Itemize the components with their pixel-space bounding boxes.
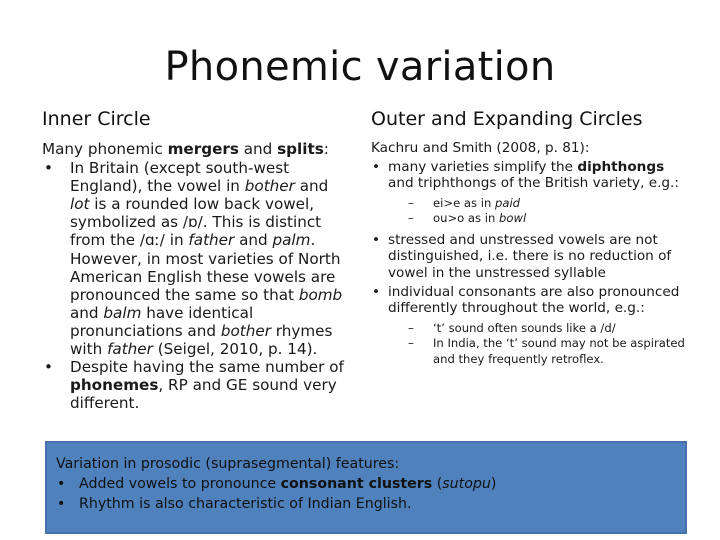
text-run: Despite having the same number of <box>70 358 344 377</box>
text-run: In Britain (except south-west England), the vowel in <box>70 159 290 196</box>
term-diphthongs: diphthongs <box>577 158 665 175</box>
text-run: stressed and unstressed vowels are not distinguished, i.e. there is no reduction of vowel in the unstressed syllable <box>388 231 672 281</box>
word-father: father <box>107 340 153 359</box>
right-bullet-consonants <box>371 284 691 317</box>
text-run: and <box>70 303 104 322</box>
word-bowl: bowl <box>499 210 527 225</box>
text-run: ou>o as in <box>433 210 500 225</box>
word-paid: paid <box>494 195 521 210</box>
word-father: father <box>188 231 235 250</box>
text-run: Added vowels to pronounce <box>79 476 281 492</box>
box-bullet-vowels <box>56 474 676 494</box>
word-balm: balm <box>103 303 142 322</box>
text-run: . However, in most varieties of North American English these vowels are pronounced the same so that <box>70 231 341 304</box>
bullet-marker: • <box>57 476 66 492</box>
bullet-marker: • <box>372 231 381 248</box>
left-bullet-phonemes <box>42 358 352 412</box>
word-sutopu: sutopu <box>442 476 491 492</box>
word-palm: palm <box>272 231 311 250</box>
bullet-marker: • <box>372 283 381 300</box>
text-run: (Seigel, 2010, p. 14). <box>152 340 318 359</box>
sub-item-paid <box>371 196 691 211</box>
word-lot: lot <box>70 195 90 214</box>
text-run: ( <box>432 476 443 492</box>
right-bullet-stress <box>371 232 691 282</box>
text-run: rhymes with <box>70 321 333 359</box>
sub-item-t-sound <box>371 321 691 337</box>
word-bomb: bomb <box>298 285 343 304</box>
text-run: have identical pronunciations and <box>70 303 254 340</box>
text-run: In India, the ‘t’ sound may not be aspirated and they frequently retroflex. <box>433 336 685 366</box>
inner-circle-content <box>42 140 352 412</box>
consonant-examples <box>371 321 691 368</box>
text-run: ei>e as in <box>433 195 495 210</box>
sub-item-bowl <box>371 211 691 226</box>
term-phonemes: phonemes <box>70 376 159 395</box>
text-run: and <box>234 231 273 250</box>
text-run: ‘t’ sound often sounds like a /d/ <box>433 320 616 335</box>
bullet-marker: • <box>57 496 66 512</box>
inner-circle-heading: Inner Circle <box>42 108 151 130</box>
right-bullet-diphthongs <box>371 159 691 192</box>
text-run: Many phonemic <box>42 140 168 158</box>
term-splits: splits <box>277 140 324 158</box>
right-intro: Kachru and Smith (2008, p. 81): <box>371 140 590 156</box>
dash-marker: – <box>408 210 414 225</box>
box-heading: Variation in prosodic (suprasegmental) features: <box>56 456 400 472</box>
dash-marker: – <box>408 320 414 335</box>
text-run: : <box>323 140 329 158</box>
outer-expanding-heading: Outer and Expanding Circles <box>371 108 643 130</box>
slide-title: Phonemic variation <box>164 44 556 90</box>
text-run: Rhythm is also characteristic of Indian English. <box>79 496 412 512</box>
outer-expanding-content <box>371 140 691 367</box>
left-intro <box>42 140 352 158</box>
box-bullet-rhythm <box>56 494 676 514</box>
word-bother: bother <box>220 321 271 340</box>
text-run: and <box>238 140 278 158</box>
term-consonant-clusters: consonant clusters <box>280 476 433 492</box>
text-run: individual consonants are also pronounced differently throughout the world, e.g.: <box>388 283 680 317</box>
bullet-marker: • <box>44 159 53 178</box>
text-run: ) <box>490 476 497 492</box>
left-bullet-britain <box>42 159 352 358</box>
text-run: and <box>294 177 329 196</box>
diphthong-examples <box>371 196 691 226</box>
sub-item-india <box>371 336 691 367</box>
bullet-marker: • <box>44 358 53 377</box>
text-run: is a rounded low back vowel, symbolized as /ɒ/. This is distinct from the /ɑː/ in <box>70 195 322 250</box>
dash-marker: – <box>408 336 414 351</box>
text-run: , RP and GE sound very different. <box>70 376 337 413</box>
term-mergers: mergers <box>167 140 239 158</box>
prosodic-features-box <box>45 441 687 534</box>
dash-marker: – <box>408 195 414 210</box>
word-bother: bother <box>244 177 295 196</box>
text-run: many varieties simplify the <box>388 158 578 175</box>
bullet-marker: • <box>372 158 381 175</box>
text-run: and triphthongs of the British variety, e.g.: <box>388 175 679 192</box>
